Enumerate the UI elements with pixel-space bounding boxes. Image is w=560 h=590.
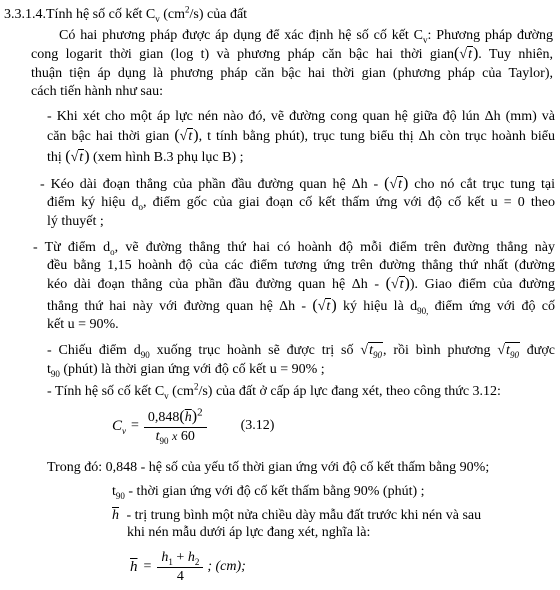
bullet-line: điểm ký hiệu $d_o$, điểm gốc của giai đoạn cố kết thấm ứng với độ cố kết u = 0 theo xyxy=(47,195,555,212)
paragraph-line: cách tiến hành như sau: xyxy=(31,84,163,99)
bullet-line: - Khi xét cho một áp lực nén nào đó, vẽ đường cong quan hệ giữa độ lún Δh (mm) và xyxy=(47,109,555,124)
bullet-line: - Tính hệ số cố kết $C_v$ $(cm^2/s)$ của đất ở cấp áp lực đang xét, theo công thức 3.12: xyxy=(47,381,501,401)
definition-line: $\overline{h}$ - trị trung bình một nửa chiều dày mẫu đất trước khi nén và sau xyxy=(112,508,482,523)
formula-label: (3.12) xyxy=(240,418,275,433)
bullet-line: - Từ điểm $d_o$, vẽ đường thẳng thứ hai có hoành độ mỗi điểm trên đường thẳng này xyxy=(33,240,555,257)
definition-line: Trong đó: 0,848 - hệ số của yếu tố thời gian ứng với độ cố kết thấm bằng 90%; xyxy=(47,460,490,475)
bullet-line: kéo dài đoạn thẳng của phần đầu đường quan hệ Δh - (√t)). Giao điểm của đường xyxy=(47,275,555,292)
paragraph-line: Có hai phương pháp được áp dụng để xác định hệ số cố kết $C_v$: Phương pháp đường xyxy=(59,28,553,45)
bullet-line: thị (√t) (xem hình B.3 phụ lục B) ; xyxy=(47,148,244,165)
bullet-line: - Kéo dài đoạn thẳng của phần đầu đường quan hệ Δh - (√t) cho nó cắt trục tung tại xyxy=(40,175,555,192)
formula-h-average: $\overline{h}$ = $\frac{h_1 + h_2}{4}$ ; (cm); xyxy=(130,549,246,584)
bullet-line: $t_{90}$ (phút) là thời gian ứng với độ cố kết u = 90% ; xyxy=(47,362,325,379)
paragraph-line: thuận tiện áp dụng là phương pháp căn bậc hai thời gian (phương pháp của Taylor), xyxy=(31,66,553,81)
bullet-line: - Chiếu điểm $d_{90}$ xuống trục hoành sẽ được trị số $√t_{90}$, rồi bình phương $√t_{90}$ được xyxy=(47,343,556,360)
bullet-line: đều bằng 1,15 hoành độ của các điểm tương ứng trên đường thẳng thứ nhất (đường xyxy=(47,258,555,273)
bullet-line: thẳng thứ hai này với đường quan hệ Δh - (√t) ký hiệu là $d_{90,}$ điểm ứng với độ cố xyxy=(47,297,556,316)
definition-line: khi nén mẫu dưới áp lực đang xét, nghĩa là: xyxy=(127,525,371,540)
section-number: 3.3.1.4. xyxy=(4,7,46,22)
paragraph-line: cong logarit thời gian (log t) và phương pháp căn bậc hai thời gian(√t). Tuy nhiên, xyxy=(31,45,553,62)
bullet-line: lý thuyết ; xyxy=(47,214,104,229)
bullet-line: căn bậc hai thời gian (√t), t tính bằng phút), trục tung biểu thị Δh còn trục hoành biểu xyxy=(47,127,556,144)
section-heading: 3.3.1.4.Tính hệ số cố kết $C_v$ $(cm^2/s)$ của đất xyxy=(4,4,248,24)
bullet-line: kết u = 90%. xyxy=(47,317,119,332)
formula-3-12: $C_v$ = $\frac{0,848(\overline{h})^2}{t_{90} x 60}$ (3.12) xyxy=(112,405,275,446)
section-title: Tính hệ số cố kết C xyxy=(46,7,156,22)
formula-fraction: $\frac{h_1 + h_2}{4}$ xyxy=(157,550,203,585)
formula-fraction: $\frac{0,848(\overline{h})^2}{t_{90} x 60}$ xyxy=(144,408,207,445)
sqrt-symbol: √t xyxy=(459,47,472,62)
definition-line: $t_{90}$ - thời gian ứng với độ cố kết thấm bằng 90% (phút) ; xyxy=(112,484,425,501)
